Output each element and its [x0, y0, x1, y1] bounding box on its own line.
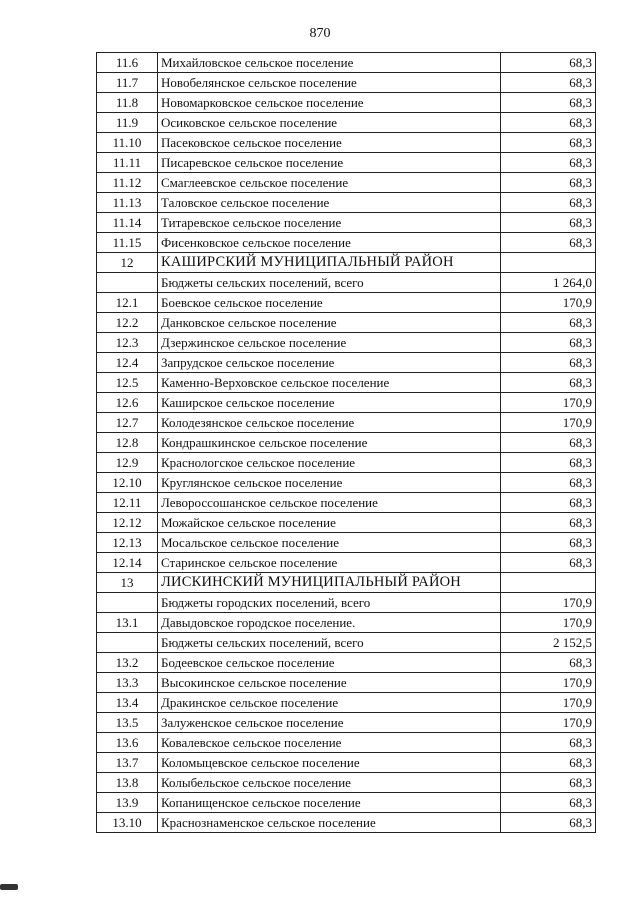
amount-cell: 68,3: [501, 653, 596, 673]
amount-cell: 68,3: [501, 793, 596, 813]
amount-cell: 68,3: [501, 533, 596, 553]
table-row: [97, 513, 596, 533]
amount-cell: 68,3: [501, 53, 596, 73]
row-number-cell: 13.10: [97, 813, 158, 833]
amount-cell: 68,3: [501, 733, 596, 753]
amount-cell: 170,9: [501, 413, 596, 433]
row-number-cell: 12.2: [97, 313, 158, 333]
row-number-cell: 11.6: [97, 53, 158, 73]
settlement-name-cell: Каменно-Верховское сельское поселение: [158, 373, 501, 393]
amount-cell: 170,9: [501, 693, 596, 713]
table-row: [97, 713, 596, 733]
table-row: [97, 273, 596, 293]
amount-cell: 68,3: [501, 493, 596, 513]
settlement-name-cell: Коломыцевское сельское поселение: [158, 753, 501, 773]
row-number-cell: 11.12: [97, 173, 158, 193]
settlement-name-cell: Копанищенское сельское поселение: [158, 793, 501, 813]
row-number-cell: 12.10: [97, 473, 158, 493]
row-number-cell: 13.2: [97, 653, 158, 673]
row-number-cell: 11.9: [97, 113, 158, 133]
table-row: [97, 453, 596, 473]
amount-cell: 68,3: [501, 213, 596, 233]
table-row: [97, 153, 596, 173]
amount-cell: 68,3: [501, 353, 596, 373]
row-number-cell: 12.12: [97, 513, 158, 533]
settlement-name-cell: Бодеевское сельское поселение: [158, 653, 501, 673]
amount-cell: 68,3: [501, 373, 596, 393]
settlement-name-cell: Кондрашкинское сельское поселение: [158, 433, 501, 453]
table-row: [97, 233, 596, 253]
row-number-cell: 13.6: [97, 733, 158, 753]
amount-cell: [501, 573, 596, 593]
amount-cell: 68,3: [501, 313, 596, 333]
amount-cell: 170,9: [501, 293, 596, 313]
amount-cell: 68,3: [501, 813, 596, 833]
table-row: [97, 313, 596, 333]
settlement-name-cell: Давыдовское городское поселение.: [158, 613, 501, 633]
row-number-cell: 11.10: [97, 133, 158, 153]
table-row: [97, 433, 596, 453]
settlement-name-cell: Новомарковское сельское поселение: [158, 93, 501, 113]
row-number-cell: 12.5: [97, 373, 158, 393]
row-number-cell: 12.4: [97, 353, 158, 373]
row-number-cell: 13.1: [97, 613, 158, 633]
district-header-row: [97, 573, 596, 593]
table-row: [97, 333, 596, 353]
settlement-name-cell: Высокинское сельское поселение: [158, 673, 501, 693]
amount-cell: 68,3: [501, 153, 596, 173]
settlement-name-cell: Мосальское сельское поселение: [158, 533, 501, 553]
row-number-cell: 12.11: [97, 493, 158, 513]
table-row: [97, 133, 596, 153]
settlement-name-cell: Дзержинское сельское поселение: [158, 333, 501, 353]
settlement-name-cell: Михайловское сельское поселение: [158, 53, 501, 73]
amount-cell: 68,3: [501, 233, 596, 253]
settlement-name-cell: Новобелянское сельское поселение: [158, 73, 501, 93]
budget-table-body: [97, 53, 596, 833]
table-row: [97, 653, 596, 673]
row-number-cell: 12.9: [97, 453, 158, 473]
row-number-cell: 12.6: [97, 393, 158, 413]
row-number-cell: 12.3: [97, 333, 158, 353]
settlement-name-cell: Боевское сельское поселение: [158, 293, 501, 313]
table-row: [97, 213, 596, 233]
table-row: [97, 753, 596, 773]
amount-cell: 68,3: [501, 553, 596, 573]
row-number-cell: 13.3: [97, 673, 158, 693]
table-row: [97, 53, 596, 73]
row-number-cell: 13.7: [97, 753, 158, 773]
settlement-name-cell: Можайское сельское поселение: [158, 513, 501, 533]
settlement-name-cell: Фисенковское сельское поселение: [158, 233, 501, 253]
table-row: [97, 193, 596, 213]
amount-cell: 2 152,5: [501, 633, 596, 653]
amount-cell: 68,3: [501, 93, 596, 113]
settlement-name-cell: КАШИРСКИЙ МУНИЦИПАЛЬНЫЙ РАЙОН: [158, 253, 501, 273]
table-row: [97, 393, 596, 413]
table-row: [97, 733, 596, 753]
table-row: [97, 413, 596, 433]
row-number-cell: 13.4: [97, 693, 158, 713]
scan-mark: [0, 884, 18, 890]
row-number-cell: 12.7: [97, 413, 158, 433]
settlement-name-cell: Ковалевское сельское поселение: [158, 733, 501, 753]
amount-cell: 68,3: [501, 513, 596, 533]
amount-cell: 170,9: [501, 593, 596, 613]
settlement-name-cell: Каширское сельское поселение: [158, 393, 501, 413]
amount-cell: 68,3: [501, 133, 596, 153]
amount-cell: 68,3: [501, 473, 596, 493]
settlement-name-cell: Краснологское сельское поселение: [158, 453, 501, 473]
settlement-name-cell: Колыбельское сельское поселение: [158, 773, 501, 793]
amount-cell: 170,9: [501, 713, 596, 733]
table-row: [97, 553, 596, 573]
amount-cell: 1 264,0: [501, 273, 596, 293]
table-row: [97, 633, 596, 653]
settlement-name-cell: Левороссошанское сельское поселение: [158, 493, 501, 513]
table-row: [97, 693, 596, 713]
table-row: [97, 593, 596, 613]
table-row: [97, 493, 596, 513]
settlement-name-cell: Круглянское сельское поселение: [158, 473, 501, 493]
settlement-name-cell: Запрудское сельское поселение: [158, 353, 501, 373]
settlement-name-cell: Старинское сельское поселение: [158, 553, 501, 573]
amount-cell: 170,9: [501, 393, 596, 413]
row-number-cell: 11.14: [97, 213, 158, 233]
settlement-name-cell: Краснознаменское сельское поселение: [158, 813, 501, 833]
row-number-cell: [97, 633, 158, 653]
table-row: [97, 613, 596, 633]
row-number-cell: 11.11: [97, 153, 158, 173]
row-number-cell: 13: [97, 573, 158, 593]
row-number-cell: [97, 273, 158, 293]
row-number-cell: 12.13: [97, 533, 158, 553]
row-number-cell: 11.8: [97, 93, 158, 113]
row-number-cell: [97, 593, 158, 613]
amount-cell: [501, 253, 596, 273]
table-row: [97, 353, 596, 373]
row-number-cell: 11.13: [97, 193, 158, 213]
table-row: [97, 93, 596, 113]
amount-cell: 170,9: [501, 613, 596, 633]
settlement-name-cell: Смаглеевское сельское поселение: [158, 173, 501, 193]
settlement-name-cell: Бюджеты городских поселений, всего: [158, 593, 501, 613]
table-row: [97, 533, 596, 553]
table-row: [97, 773, 596, 793]
row-number-cell: 12.1: [97, 293, 158, 313]
amount-cell: 68,3: [501, 73, 596, 93]
amount-cell: 68,3: [501, 173, 596, 193]
table-row: [97, 813, 596, 833]
settlement-name-cell: Пасековское сельское поселение: [158, 133, 501, 153]
row-number-cell: 12.8: [97, 433, 158, 453]
row-number-cell: 13.8: [97, 773, 158, 793]
row-number-cell: 11.7: [97, 73, 158, 93]
district-header-row: [97, 253, 596, 273]
table-row: [97, 673, 596, 693]
amount-cell: 170,9: [501, 673, 596, 693]
amount-cell: 68,3: [501, 193, 596, 213]
page-number: 870: [309, 26, 331, 41]
budget-table: [96, 52, 596, 833]
row-number-cell: 11.15: [97, 233, 158, 253]
settlement-name-cell: Титаревское сельское поселение: [158, 213, 501, 233]
amount-cell: 68,3: [501, 433, 596, 453]
settlement-name-cell: Таловское сельское поселение: [158, 193, 501, 213]
table-row: [97, 293, 596, 313]
table-row: [97, 793, 596, 813]
table-row: [97, 113, 596, 133]
settlement-name-cell: Дракинское сельское поселение: [158, 693, 501, 713]
amount-cell: 68,3: [501, 113, 596, 133]
row-number-cell: 12: [97, 253, 158, 273]
settlement-name-cell: Данковское сельское поселение: [158, 313, 501, 333]
settlement-name-cell: ЛИСКИНСКИЙ МУНИЦИПАЛЬНЫЙ РАЙОН: [158, 573, 501, 593]
settlement-name-cell: Залуженское сельское поселение: [158, 713, 501, 733]
amount-cell: 68,3: [501, 453, 596, 473]
table-row: [97, 73, 596, 93]
settlement-name-cell: Осиковское сельское поселение: [158, 113, 501, 133]
settlement-name-cell: Колодезянское сельское поселение: [158, 413, 501, 433]
table-row: [97, 173, 596, 193]
settlement-name-cell: Бюджеты сельских поселений, всего: [158, 273, 501, 293]
amount-cell: 68,3: [501, 753, 596, 773]
amount-cell: 68,3: [501, 773, 596, 793]
table-row: [97, 373, 596, 393]
table-row: [97, 473, 596, 493]
row-number-cell: 13.9: [97, 793, 158, 813]
settlement-name-cell: Писаревское сельское поселение: [158, 153, 501, 173]
row-number-cell: 13.5: [97, 713, 158, 733]
amount-cell: 68,3: [501, 333, 596, 353]
settlement-name-cell: Бюджеты сельских поселений, всего: [158, 633, 501, 653]
row-number-cell: 12.14: [97, 553, 158, 573]
